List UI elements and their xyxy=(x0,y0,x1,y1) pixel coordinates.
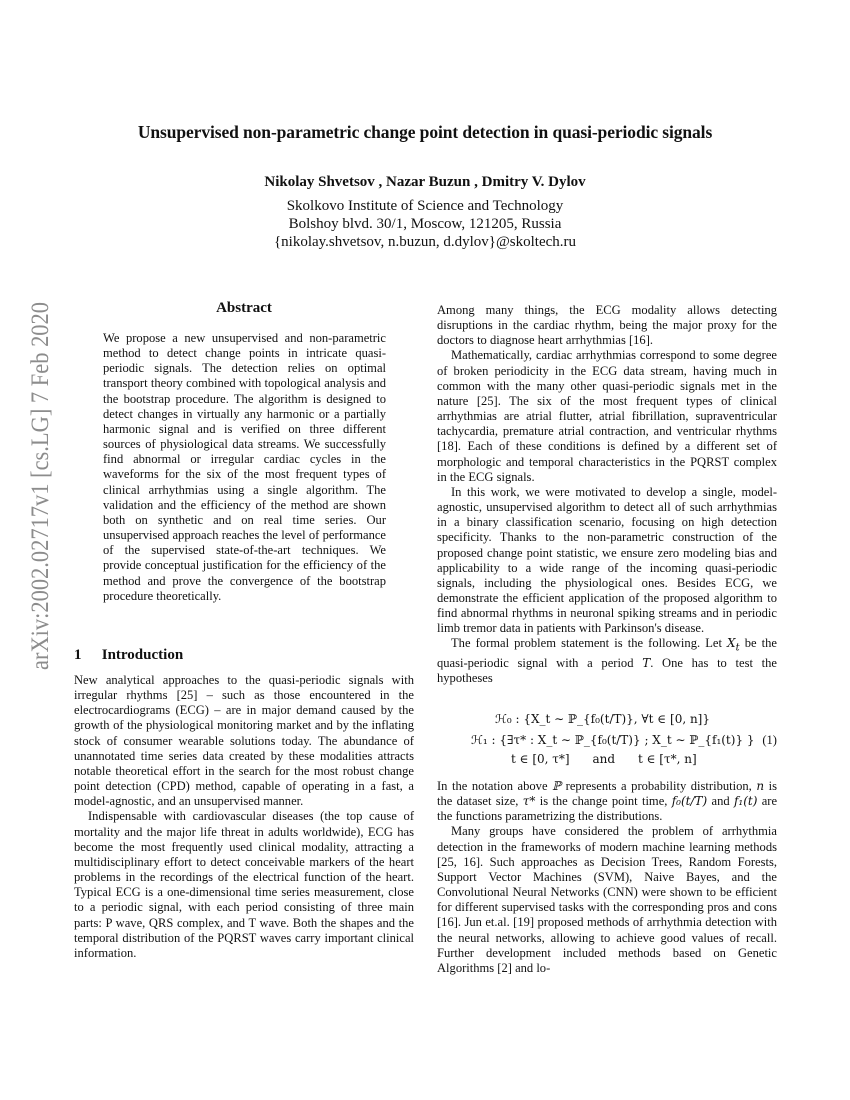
paper-title: Unsupervised non-parametric change point detection in quasi-periodic signals xyxy=(137,122,713,142)
p4-text-a: The formal problem statement is the following. Let xyxy=(451,636,728,651)
p5-math-f0: f₀(t/T) xyxy=(671,794,708,809)
author-list: Nikolay Shvetsov , Nazar Buzun , Dmitry V. Dylov xyxy=(264,174,586,190)
p5-text-d: is the change point time, xyxy=(535,794,672,809)
section-number: 1 xyxy=(74,647,82,663)
abstract-heading: Abstract xyxy=(216,300,272,316)
abstract-body: We propose a new unsupervised and non-parametric method to detect change points in intricate quasi-periodic signals. The detection relies on optimal transport theory combined with topological analysis and the bootstrap procedure. The algorithm is designed to detect changes in virtually any harmonic or a partially harmonic signal and is verified on three different sources of physiological data streams. We successfully find abnormal or irregular cardiac cycles in the waveforms for the six of the most frequent types of clinical arrhythmias using a single algorithm. The validation and the efficiency of the method are shown both on synthetic and on real time series. Our unsupervised approach reaches the level of performance of the supervised state-of-the-art techniques. We provide conceptual justification for the efficiency of the method and prove the convergence of the bootstrap procedure theoretically. xyxy=(103,331,386,603)
equation-line-h0: ℋ₀ : {X_t ∼ ℙ_{f₀(t/T)}, ∀t ∈ [0, n]} xyxy=(495,712,710,726)
right-paragraph-3: In this work, we were motivated to develop a single, model-agnostic, unsupervised algorithm to detect all of such arrhythmias in a binary classification scenario, focusing on high detection specificity. Thanks to the non-parametric construction of the proposed change point statistic, we ensure zero modeling bias and applicability to a wide range of the incoming quasi-periodic signals, including the physiological ones. Besides ECG, we demonstrate the efficient application of the proposed algorithm to find abnormal rhythms in neuronal spiking streams and in periodic limb tremor data in patients with Parkinson's disease. xyxy=(437,484,777,636)
p5-math-f1: f₁(t) xyxy=(733,794,758,809)
right-paragraph-2: Mathematically, cardiac arrhythmias correspond to some degree of broken periodicity in the ECG data stream, having much in common with the many other quasi-periodic signals met in the nature [25]. The six of the most frequent types of clinical arrhythmias are atrial flutter, atrial fibrillation, supraventricular tachycardia, premature atrial contraction, and ventricular rhythms [18]. Each of these conditions is defined by a different set of morphologic and temporal characteristics in the PQRST complex in the ECG signals. xyxy=(437,348,777,484)
p4-math-t: T xyxy=(642,655,651,670)
p4-text-c: . One has to test the hypotheses xyxy=(437,655,777,686)
equation-number: (1) xyxy=(762,733,777,747)
p5-math-p: ℙ xyxy=(552,779,562,793)
arxiv-stamp-text: arXiv:2002.02717v1 [cs.LG] 7 Feb 2020 xyxy=(25,300,54,670)
p5-math-tau: τ* xyxy=(522,794,536,809)
right-paragraph-4 xyxy=(437,636,777,686)
p5-math-n: n xyxy=(756,779,765,793)
p5-text-a: In the notation above xyxy=(437,779,553,793)
right-paragraph-6: Many groups have considered the problem of arrhythmia detection in the frameworks of modern machine learning methods [25, 16]. Such approaches as Decision Trees, Random Forests, Support Vector Machines (SVM), Naive Bayes, and the Convolutional Neural Networks (CNN) were shown to be efficient for different supervised tasks with the corresponding pros and cons [16]. Jun et.al. [19] proposed methods of arrhythmia detection with the neural networks, allowing to achieve good values of recall. Further development included methods based on Genetic Algorithms [2] and lo- xyxy=(437,824,777,975)
right-paragraph-1: Among many things, the ECG modality allows detecting disruptions in the cardiac rhythm, being the major proxy for the doctors to diagnose heart arrhythmias [16]. xyxy=(437,303,777,348)
affiliation-address: Bolshoy blvd. 30/1, Moscow, 121205, Russia xyxy=(288,216,562,232)
right-paragraph-5 xyxy=(437,779,777,824)
section-title: Introduction xyxy=(101,647,184,663)
equation-line-h1: ℋ₁ : {∃τ* : X_t ∼ ℙ_{f₀(t/T)} ; X_t ∼ ℙ_{f₁(t)} } xyxy=(471,733,755,747)
p5-text-c: is the dataset size, xyxy=(437,779,777,809)
arxiv-stamp xyxy=(18,300,58,680)
equation-1 xyxy=(437,712,777,770)
right-column-body-bottom xyxy=(437,779,777,976)
intro-paragraph-1: New analytical approaches to the quasi-periodic signals with irregular rhythms [25] – such as those encountered in the electrocardiograms (ECG) – are in major demand caused by the growth of the physiological monitoring market and by the inflating stock of consumer wearable solutions today. The abundance of unannotated time series data created by these modalities attracts notable theoretical effort in the search for the most robust change point detection (CPD) method, capable of operating in a fast, a model-agnostic, and an unsupervised manner. xyxy=(74,673,414,809)
p4-text-b: be the quasi-periodic signal with a period xyxy=(437,636,777,670)
p4-math-x-sub: t xyxy=(735,642,740,654)
section-heading-introduction xyxy=(74,647,414,664)
p5-text-b: represents a probability distribution, xyxy=(561,779,757,793)
p4-math-x-base: X xyxy=(727,636,736,651)
intro-paragraph-2: Indispensable with cardiovascular diseases (the top cause of mortality and the major life threat in adults worldwide), ECG has become the most frequently used clinical modality, attracting a multidisciplinary effort to detect conceivable markers of the heart problems in the recordings of the electrical function of the heart. Typical ECG is a one-dimensional time series measurement, close to a periodic signal, with each period consisting of three main parts: P wave, QRS complex, and T wave. Both the shapes and the temporal distribution of the PQRST waves carry important clinical information. xyxy=(74,809,414,960)
p5-text-e: and xyxy=(707,794,734,809)
equation-line-ranges: t ∈ [0, τ*] and t ∈ [τ*, n] xyxy=(511,752,697,766)
affiliation-emails: {nikolay.shvetsov, n.buzun, d.dylov}@skoltech.ru xyxy=(273,234,577,250)
right-column-body-top xyxy=(437,303,777,686)
p4-math-x xyxy=(727,636,740,654)
left-column-body xyxy=(74,673,414,961)
affiliation-institute: Skolkovo Institute of Science and Technology xyxy=(286,198,564,214)
p5-text-f: are the functions parametrizing the distributions. xyxy=(437,794,778,824)
